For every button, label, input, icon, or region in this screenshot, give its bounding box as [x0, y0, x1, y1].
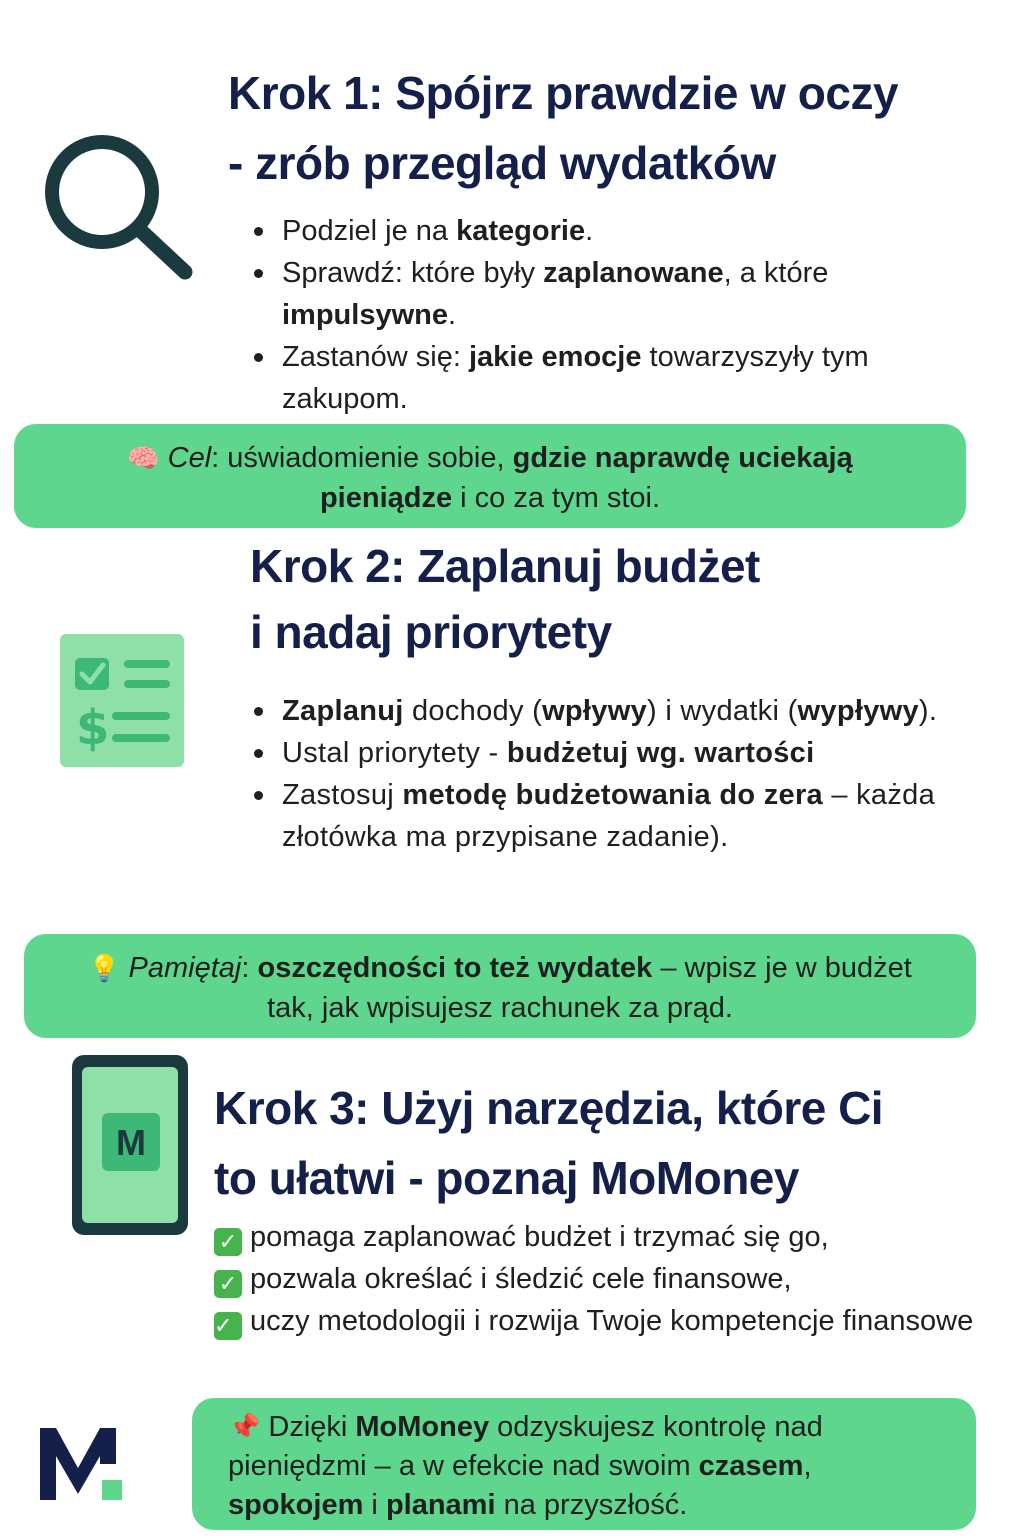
step2-bullet-2: Ustal priorytety - budżetuj wg. wartości [250, 732, 980, 774]
checkmark-icon: ✓ [214, 1312, 242, 1340]
remember-box: 💡 Pamiętaj: oszczędności to też wydatek – wpisz je w budżet tak, jak wpisujesz rachunek za prąd. [24, 934, 976, 1038]
step2-bullet-1: Zaplanuj dochody (wpływy) i wydatki (wypływy). [250, 690, 980, 732]
pushpin-icon: 📌 [228, 1412, 261, 1442]
step3-title-line1: Krok 3: Użyj narzędzia, które Ci [214, 1082, 884, 1134]
step1-bullet-list [250, 210, 970, 420]
magnifier-icon [40, 130, 200, 290]
step2-title-line2: i nadaj priorytety [250, 606, 612, 658]
step1-bullet-3: Zastanów się: jakie emocje towarzyszyły tym zakupom. [250, 336, 970, 420]
step3-title [214, 1073, 1014, 1213]
step2-title [250, 533, 1010, 665]
check-item-1: ✓ pomaga zaplanować budżet i trzymać się go, [214, 1216, 994, 1258]
checkmark-icon: ✓ [214, 1270, 242, 1298]
checkmark-icon: ✓ [214, 1228, 242, 1256]
momoney-logo [40, 1428, 124, 1500]
step2-title-line1: Krok 2: Zaplanuj budżet [250, 540, 760, 592]
check-item-2: ✓ pozwala określać i śledzić cele finansowe, [214, 1258, 994, 1300]
goal-box: 🧠 Cel: uświadomienie sobie, gdzie naprawdę uciekają pieniądze i co za tym stoi. [14, 424, 966, 528]
step2-bullet-list [250, 690, 980, 858]
check-item-3: ✓ uczy metodologii i rozwija Twoje kompetencje finansowe [214, 1305, 974, 1338]
lightbulb-icon: 💡 [88, 953, 121, 983]
step3-check-list [214, 1216, 994, 1342]
step3-title-line2: to ułatwi - poznaj MoMoney [214, 1152, 799, 1204]
step1-title-line1: Krok 1: Spójrz prawdzie w oczy [228, 67, 899, 119]
budget-checklist-icon [60, 634, 184, 767]
step1-bullet-1: Podziel je na kategorie. [250, 210, 970, 252]
step2-bullet-3: Zastosuj metodę budżetowania do zera – każda złotówka ma przypisane zadanie). [250, 774, 980, 858]
svg-text:$: $ [76, 700, 110, 756]
brain-icon: 🧠 [127, 443, 160, 473]
step1-title [228, 58, 1008, 198]
step1-bullet-2: Sprawdź: które były zaplanowane, a które impulsywne. [250, 252, 970, 336]
app-letter: M [116, 1122, 146, 1163]
phone-app-icon [72, 1055, 188, 1235]
step1-title-line2: - zrób przegląd wydatków [228, 137, 776, 189]
momoney-summary-box: 📌 Dzięki MoMoney odzyskujesz kontrolę nad pieniędzmi – a w efekcie nad swoim czasem, spokojem i planami na przyszłość. [192, 1398, 976, 1530]
